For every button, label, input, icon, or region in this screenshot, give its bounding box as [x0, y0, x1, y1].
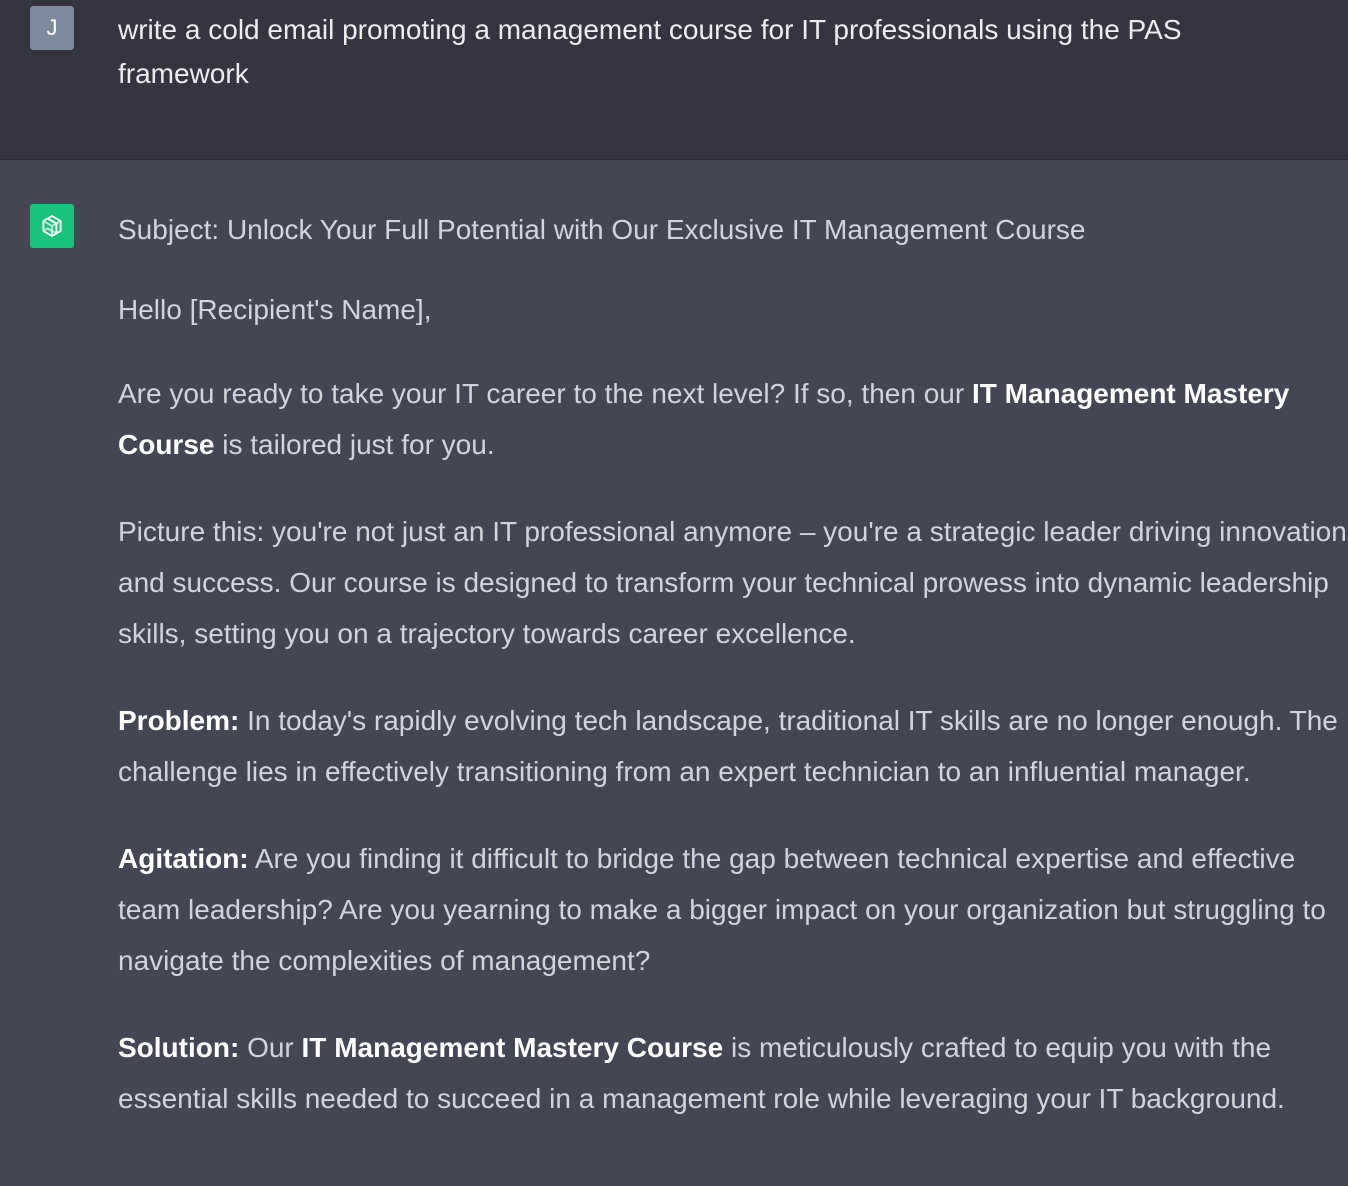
email-agitation-paragraph	[118, 833, 1348, 986]
solution-label: Solution:	[118, 1032, 240, 1063]
intro-text-before: Are you ready to take your IT career to the next level? If so, then our	[118, 378, 972, 409]
email-problem-paragraph	[118, 695, 1348, 797]
agitation-text: Are you finding it difficult to bridge the gap between technical expertise and effective team leadership? Are you yearning to make a bigger impact on your organization but struggling to navigate the complexities of management?	[118, 843, 1326, 976]
solution-text-after: is meticulously crafted to equip you with the essential skills needed to succeed in a management role while leveraging your IT background.	[118, 1032, 1285, 1114]
course-name-bold: IT Management Mastery Course	[118, 378, 1290, 460]
email-subject: Subject: Unlock Your Full Potential with Our Exclusive IT Management Course	[118, 214, 1086, 245]
problem-label: Problem:	[118, 705, 240, 736]
assistant-message-row	[0, 160, 1348, 1186]
email-greeting: Hello [Recipient's Name],	[118, 294, 432, 325]
user-avatar: J	[30, 6, 74, 50]
assistant-response	[118, 208, 1348, 1160]
solution-course-name-bold: IT Management Mastery Course	[301, 1032, 724, 1063]
openai-logo-icon	[30, 204, 74, 248]
user-prompt-text: write a cold email promoting a management course for IT professionals using the PAS framework	[118, 14, 1182, 89]
agitation-label: Agitation:	[118, 843, 249, 874]
intro-text-after: is tailored just for you.	[214, 429, 495, 460]
user-message-row	[0, 0, 1348, 160]
email-intro-paragraph	[118, 368, 1348, 470]
solution-text-before: Our	[239, 1032, 302, 1063]
email-solution-paragraph	[118, 1022, 1348, 1124]
email-picture-paragraph: Picture this: you're not just an IT professional anymore – you're a strategic leader driving innovation and success. Our course is designed to transform your technical prowess into dynamic leadership skills, setting you on a trajectory towards career excellence.	[118, 516, 1347, 649]
problem-text: In today's rapidly evolving tech landscape, traditional IT skills are no longer enough. The challenge lies in effectively transitioning from an expert technician to an influential manager.	[118, 705, 1338, 787]
